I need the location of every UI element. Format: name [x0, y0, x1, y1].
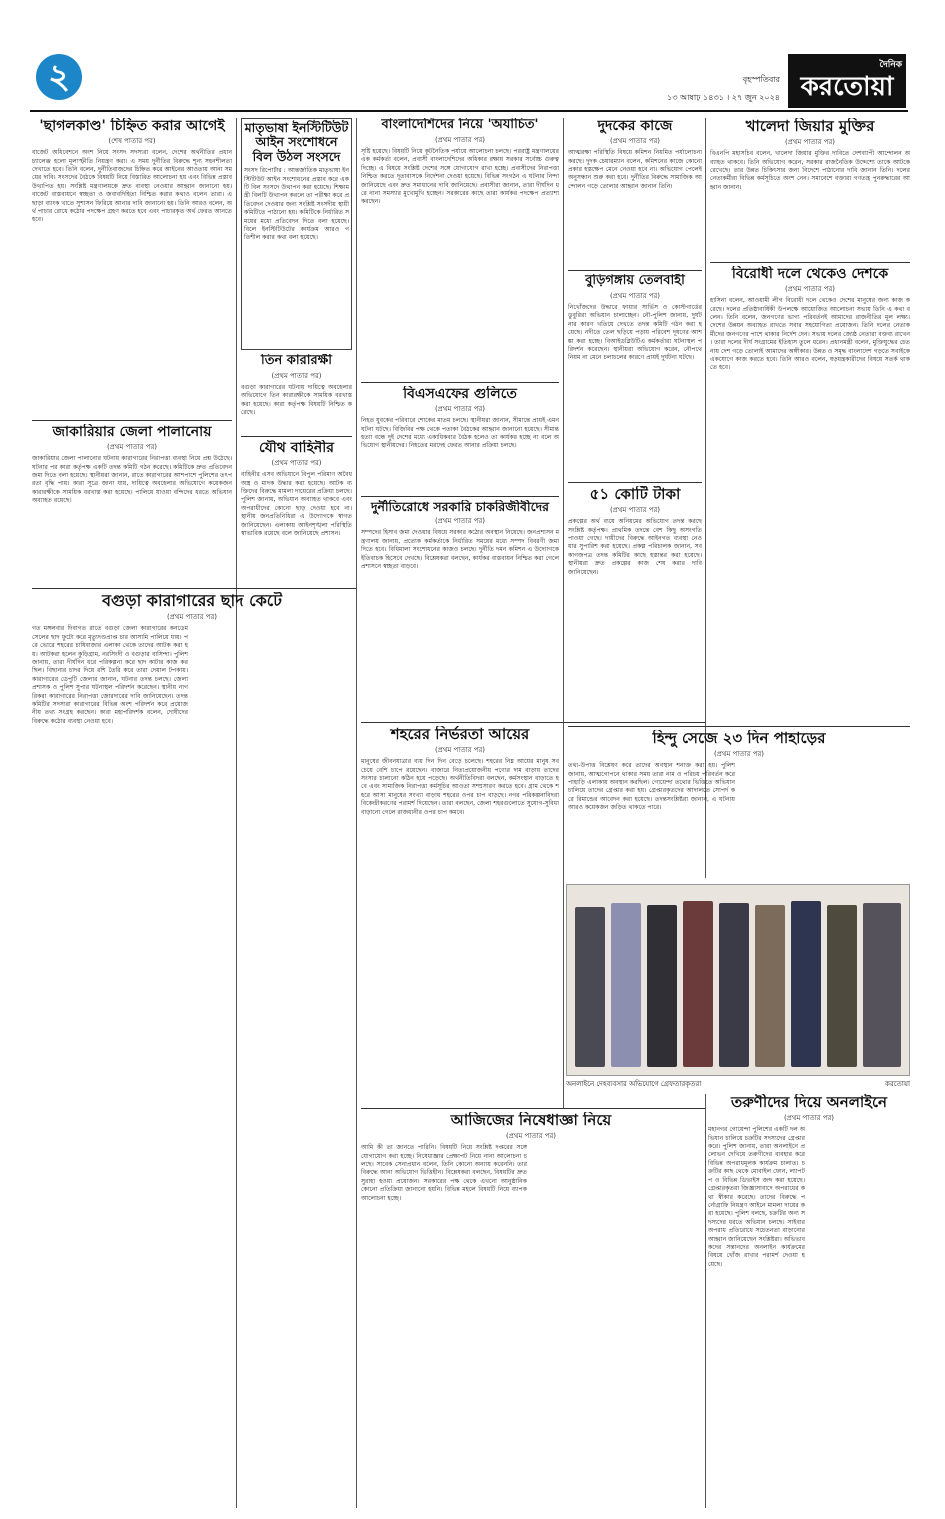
- article-continuation: (প্রথম পাতার পর): [106, 443, 158, 452]
- newspaper-logo: [788, 54, 906, 108]
- article-matribhasha: [241, 118, 352, 350]
- article-headline: ৫১ কোটি টাকা: [589, 486, 681, 503]
- photo-credit: করতোয়া: [885, 1080, 910, 1088]
- article-continuation: (শেষ পাতার পর): [108, 137, 156, 146]
- article-headline: তরুণীদের দিয়ে অনলাইনে: [730, 1094, 888, 1111]
- article-body: মানুষের জীবনযাত্রার ব্যয় দিন দিন বেড়ে চলেছে। শহরের নিম্ন আয়ের মানুষ সবচেয়ে বেশি চাপে রয়েছেন। বাজারে নিত্যপ্রয়োজনীয় পণ্যের দাম বাড়ায় তাদের সংসার চালানো কঠিন হয়ে পড়েছে। অর্থনীতিবিদরা বলছেন, কর্মসংস্থান বাড়াতে হবে এবং সামাজিক নিরাপত্তা কর্মসূচির আওতা সম্প্রসারণ করতে হবে। গ্রাম থেকে শহরে আসা মানুষের সংখ্যা বাড়ায় শহরের ওপর চাপ বাড়ছে। নগর পরিকল্পনাবিদরা বিকেন্দ্রীকরণের পরামর্শ দিয়েছেন। তারা বলছেন, জেলা শহরগুলোতে সুযোগ-সুবিধা বাড়ানো গেলে রাজধানীর ওপর চাপ কমবে।: [361, 758, 559, 816]
- article-continuation: (প্রথম পাতার পর): [434, 746, 486, 755]
- article-khaleda: [710, 118, 910, 258]
- article-separator: [361, 1108, 705, 1109]
- article-chhagolkando: [32, 118, 232, 418]
- article-body: বিএনপি মহাসচিব বলেন, খালেদা জিয়ার মুক্তির দাবিতে দেশব্যাপী আন্দোলন অব্যাহত থাকবে। তিনি অভিযোগ করেন, সরকার রাজনৈতিক উদ্দেশ্যে তাকে আটকে রেখেছে। তার উন্নত চিকিৎসার জন্য বিদেশে পাঠানোর দাবি জানান তিনি। দলের নেতাকর্মীরা বিভিন্ন কর্মসূচিতে অংশ নেন। সমাবেশে বক্তারা গণতন্ত্র পুনরুদ্ধারের আহ্বান জানান।: [710, 150, 910, 191]
- article-hindu: [568, 730, 910, 880]
- article-body: সম্পদের হিসাব জমা দেওয়ার বিষয়ে সরকার কঠোর অবস্থান নিয়েছে। জনপ্রশাসন মন্ত্রণালয় জানায়, প্রত্যেক কর্মকর্তাকে নির্ধারিত সময়ের মধ্যে সম্পদ বিবরণী জমা দিতে হবে। বিধিমালা সংশোধনের কাজও চলছে। দুর্নীতি দমন কমিশন এ উদ্যোগকে ইতিবাচক হিসেবে দেখছে। বিশ্লেষকরা বলছেন, কার্যকর বাস্তবায়ন নিশ্চিত করা গেলে প্রশাসনে স্বচ্ছতা বাড়বে।: [361, 529, 559, 570]
- photo-caption: অনলাইনে দেহব্যবসার অভিযোগে গ্রেফতারকৃতরা: [566, 1080, 702, 1088]
- column-divider: [705, 1094, 706, 1508]
- page-number: ২: [47, 57, 71, 97]
- person-figure: [647, 905, 677, 1067]
- article-separator: [568, 270, 702, 271]
- person-figure: [863, 903, 901, 1067]
- article-continuation: (প্রথম পাতার পর): [166, 613, 218, 622]
- article-ajij: [361, 1112, 701, 1508]
- article-torunider: [708, 1094, 910, 1508]
- article-headline: তিন কারারক্ষী: [261, 354, 332, 368]
- article-headline: হিন্দু সেজে ২৩ দিন পাহাড়ের: [652, 730, 826, 747]
- logo-small-text: দৈনিক: [879, 60, 902, 70]
- article-karaguard: [241, 354, 352, 434]
- column-divider: [356, 118, 357, 1508]
- logo-main-text: করতোয়া: [800, 72, 894, 102]
- article-headline: জাকারিয়ার জেলা পালানোয়: [52, 424, 212, 440]
- article-shohor: [361, 726, 559, 1092]
- article-headline: বগুড়া কারাগারের ছাদ কেটে: [102, 592, 282, 610]
- issue-day: বৃহস্পতিবার: [742, 75, 780, 84]
- article-birodhi: [710, 266, 910, 724]
- article-continuation: (প্রথম পাতার পর): [713, 750, 765, 759]
- article-continuation: (প্রথম পাতার পর): [271, 371, 322, 380]
- article-joutho: [241, 440, 352, 586]
- article-continuation: (প্রথম পাতার পর): [434, 135, 486, 144]
- article-body: বাহিনীর এসব অভিযানে বিপুল পরিমাণ অবৈধ অস্ত্র ও মাদক উদ্ধার করা হয়েছে। আটক ব্যক্তিদের বিরুদ্ধে মামলা দায়েরের প্রক্রিয়া চলছে। পুলিশ জানায়, অভিযান অব্যাহত থাকবে এবং অপরাধীদের কোনো ছাড় দেওয়া হবে না। স্থানীয় জনপ্রতিনিধিরা এ উদ্যোগকে স্বাগত জানিয়েছেন। এলাকায় আইনশৃঙ্খলা পরিস্থিতি স্বাভাবিক রয়েছে বলে জানিয়েছে প্রশাসন।: [241, 471, 352, 537]
- article-durniti: [361, 500, 559, 720]
- article-body: আমি কী তা জানতে পারিনি। বিষয়টি নিয়ে সংশ্লিষ্ট দপ্তরের সঙ্গে যোগাযোগ করা হচ্ছে। নিষেধাজ্ঞার প্রেক্ষাপট নিয়ে নানা আলোচনা চলছে। সাবেক সেনাপ্রধান বলেন, তিনি কোনো অন্যায় করেননি। তার বিরুদ্ধে আনা অভিযোগ ভিত্তিহীন। বিশ্লেষকরা বলছেন, বিষয়টির দ্রুত সুরাহা হওয়া প্রয়োজন। সরকারের পক্ষ থেকে এখনো আনুষ্ঠানিক কোনো প্রতিক্রিয়া জানানো হয়নি। বিভিন্ন মহলে বিষয়টি নিয়ে ব্যাপক আলোচনা হচ্ছে।: [361, 1144, 527, 1202]
- article-body: হাসিনা বলেন, আওয়ামী লীগ বিরোধী দলে থেকেও দেশের মানুষের জন্য কাজ করেছে। দলের প্রতিষ্ঠাবার্ষিকী উপলক্ষে আয়োজিত আলোচনা সভায় তিনি এ কথা বলেন। তিনি বলেন, জনগণের ভাগ্য পরিবর্তনই আমাদের রাজনীতির মূল লক্ষ্য। দেশের উন্নয়ন অব্যাহত রাখতে সবার সহযোগিতা প্রয়োজন। তিনি দলের নেতাকর্মীদের জনগণের পাশে থাকার নির্দেশ দেন। সভায় দলের জ্যেষ্ঠ নেতারা বক্তব্য রাখেন। তারা দলের দীর্ঘ সংগ্রামের ইতিহাস তুলে ধরেন। প্রধানমন্ত্রী বলেন, মুক্তিযুদ্ধের চেতনায় দেশ গড়ে তোলাই আমাদের অঙ্গীকার। উন্নত ও সমৃদ্ধ বাংলাদেশ গড়তে সবাইকে একযোগে কাজ করতে হবে। তিনি আরও বলেন, ষড়যন্ত্রকারীদের বিষয়ে সতর্ক থাকতে হবে।: [710, 297, 910, 372]
- article-body: জাকারিয়ার জেলা পালানোর ঘটনায় কারাগারের নিরাপত্তা ব্যবস্থা নিয়ে প্রশ্ন উঠেছে। ঘটনার পর কারা কর্তৃপক্ষ একটি তদন্ত কমিটি গঠন করেছে। কমিটিকে দ্রুত প্রতিবেদন জমা দিতে বলা হয়েছে। স্থানীয়রা জানান, রাতে কারাগারের আশপাশে পুলিশের তৎপরতা বৃদ্ধি পায়। কারা সূত্রে জানা যায়, দায়িত্বে অবহেলার অভিযোগে কয়েকজন কারারক্ষীকে সাময়িক বরখাস্ত করা হয়েছে। পালিয়ে যাওয়া বন্দিদের ধরতে অভিযান অব্যাহত রয়েছে।: [32, 455, 232, 505]
- article-body: গত মঙ্গলবার দিবাগত রাতে বগুড়া জেলা কারাগারের কনডেম সেলের ছাদ ফুটো করে মৃত্যুদণ্ডপ্রাপ্ত চার আসামি পালিয়ে যায়। পরে ভোরে শহরের চাষিবাজার এলাকা থেকে তাদের আটক করা হয়। আটকরা হলেন কুড়িগ্রাম, নরসিংদী ও বগুড়ার বাসিন্দা। পুলিশ জানায়, তারা দীর্ঘদিন ধরে পরিকল্পনা করে ছাদ কাটার কাজ করছিল। বিছানার চাদর দিয়ে রশি তৈরি করে তারা দেয়াল টপকায়। কারাগারের ডেপুটি জেলার জানান, ঘটনার তদন্ত চলছে। জেলা প্রশাসক ও পুলিশ সুপার ঘটনাস্থল পরিদর্শন করেছেন। স্থানীয় নাগরিকরা কারাগারের নিরাপত্তা জোরদারের দাবি জানিয়েছেন। তদন্ত কমিটির সদস্যরা কারাগারের বিভিন্ন অংশ পরিদর্শন করে প্রয়োজনীয় তথ্য সংগ্রহ করছেন। কারা মহাপরিদর্শক বলেন, দোষীদের বিরুদ্ধে কঠোর ব্যবস্থা নেওয়া হবে।: [32, 625, 188, 725]
- article-headline: 'ছাগলকাণ্ড' চিহ্নিত করার আগেই: [39, 118, 225, 134]
- article-continuation: (প্রথম পাতার পর): [434, 405, 486, 414]
- masthead-rule: [30, 110, 908, 112]
- article-separator: [32, 420, 232, 421]
- article-body: নিখোঁজদের উদ্ধারে ফায়ার সার্ভিস ও কোস্টগার্ডের ডুবুরিরা অভিযান চালাচ্ছেন। নৌ-পুলিশ জানায়, দুর্ঘটনার কারণ খতিয়ে দেখতে তদন্ত কমিটি গঠন করা হয়েছে। নদীতে তেল ছড়িয়ে পড়ায় পরিবেশ দূষণের আশঙ্কা করা হচ্ছে। বিআইডব্লিউটিএ কর্মকর্তারা ঘটনাস্থল পরিদর্শন করেছেন। স্থানীয়রা অভিযোগ করেন, নৌপথে নিয়ম না মেনে চলাচলের কারণে প্রায়ই দুর্ঘটনা ঘটছে।: [568, 303, 702, 362]
- article-headline: বিরোধী দলে থেকেও দেশকে: [731, 266, 889, 282]
- article-continuation: (প্রথম পাতার পর): [434, 517, 486, 526]
- article-body: সৃষ্টি হয়েছে। বিষয়টি নিয়ে কূটনৈতিক পর্যায়ে আলোচনা চলছে। পররাষ্ট্র মন্ত্রণালয়ের এক কর্মকর্তা বলেন, প্রবাসী বাংলাদেশিদের অধিকার রক্ষায় সরকার সর্বোচ্চ গুরুত্ব দিচ্ছে। এ বিষয়ে সংশ্লিষ্ট দেশের সঙ্গে যোগাযোগ রাখা হচ্ছে। প্রবাসীদের নিরাপত্তা নিশ্চিত করতে দূতাবাসকে নির্দেশনা দেওয়া হয়েছে। বিভিন্ন সংগঠন এ ঘটনার নিন্দা জানিয়েছে এবং দ্রুত সমাধানের দাবি জানিয়েছে। প্রবাসীরা জানান, তারা দীর্ঘদিন ধরে নানা সমস্যার মুখোমুখি হচ্ছেন। সরকারের কাছে তারা কার্যকর পদক্ষেপ প্রত্যাশা করছেন।: [361, 147, 559, 206]
- article-separator: [568, 482, 702, 483]
- article-separator: [32, 588, 356, 589]
- article-continuation: (প্রথম পাতার পর): [505, 1132, 557, 1141]
- article-body: নিহত যুবকের পরিবারে শোকের মাতম চলছে। স্থানীয়রা জানান, সীমান্তে প্রায়ই এমন ঘটনা ঘটছে। বিজিবির পক্ষ থেকে পতাকা বৈঠকের আহ্বান জানানো হয়েছে। সীমান্ত হত্যা বন্ধে দুই দেশের মধ্যে একাধিকবার বৈঠক হলেও তা কার্যকর হচ্ছে না বলে অভিযোগ স্থানীয়দের। নিহতের মরদেহ ফেরত আনার প্রক্রিয়া চলছে।: [361, 417, 559, 450]
- issue-date: ১৩ আষাঢ় ১৪৩১ । ২৭ জুন ২০২৪: [667, 93, 780, 102]
- article-headline: আজিজের নিষেধাজ্ঞা নিয়ে: [450, 1112, 612, 1129]
- article-headline: দুর্নীতিরোধে সরকারি চাকরিজীবীদের: [370, 500, 550, 514]
- article-separator: [361, 722, 705, 723]
- article-continuation: (প্রথম পাতার পর): [784, 138, 836, 147]
- person-figure: [791, 901, 821, 1067]
- article-headline: যৌথ বাহিনীর: [259, 440, 334, 456]
- article-bogura-jail: [32, 592, 352, 1508]
- column-divider: [563, 118, 564, 1108]
- article-separator: [710, 262, 910, 263]
- article-headline: বিএসএফের গুলিতে: [403, 386, 517, 402]
- article-continuation: (প্রথম পাতার পর): [609, 137, 661, 146]
- article-body: তথ্য-উপাত্ত বিশ্লেষণ করে তাদের অবস্থান শনাক্ত করা হয়। পুলিশ জানায়, আত্মগোপনে থাকার সময় তারা নাম ও পরিচয় পরিবর্তন করে পাহাড়ি এলাকায় অবস্থান করছিল। গোয়েন্দা তথ্যের ভিত্তিতে অভিযান চালিয়ে তাদের গ্রেপ্তার করা হয়। গ্রেপ্তারকৃতদের আদালতে সোপর্দ করে রিমান্ডের আবেদন করা হয়েছে। তদন্তসংশ্লিষ্টরা জানান, এ ঘটনায় আরও কয়েকজন জড়িত থাকতে পারে।: [568, 762, 735, 812]
- article-continuation: (প্রথম পাতার পর): [784, 285, 836, 294]
- article-continuation: (প্রথম পাতার পর): [609, 291, 661, 300]
- article-taka51: [568, 486, 702, 720]
- person-figure: [683, 901, 713, 1067]
- person-figure: [827, 905, 857, 1067]
- article-continuation: (প্রথম পাতার পর): [783, 1114, 835, 1123]
- article-separator: [568, 726, 910, 727]
- article-headline: বুড়িগঙ্গায় তেলবাহী: [585, 274, 685, 288]
- article-bangladeshi: [361, 118, 559, 380]
- person-figure: [719, 903, 749, 1067]
- article-separator: [361, 496, 559, 497]
- article-continuation: (প্রথম পাতার পর): [609, 506, 661, 515]
- article-dudok: [568, 118, 702, 266]
- article-separator: [241, 436, 352, 437]
- article-body: সংসদ রিপোর্টার : আন্তর্জাতিক মাতৃভাষা ইনস্টিটিউট আইন সংশোধনের প্রস্তাব করে একটি বিল সংসদে উত্থাপন করা হয়েছে। শিক্ষামন্ত্রী বিলটি উত্থাপন করলে তা পরীক্ষা করে প্রতিবেদন দেওয়ার জন্য সংশ্লিষ্ট সংসদীয় স্থায়ী কমিটিতে পাঠানো হয়। কমিটিকে নির্ধারিত সময়ের মধ্যে প্রতিবেদন দিতে বলা হয়েছে। বিলে ইনস্টিটিউটের কার্যক্রম আরও গতিশীল করার কথা বলা হয়েছে।: [244, 167, 349, 242]
- article-headline: বাংলাদেশিদের নিয়ে 'অযাচিত': [381, 118, 539, 132]
- news-photo: [566, 884, 910, 1076]
- article-headline: দুদকের কাজে: [597, 118, 673, 134]
- article-continuation: (প্রথম পাতার পর): [271, 459, 322, 468]
- article-body: বাজেট অধিবেশনে অংশ নিয়ে সংসদ সদস্যরা বলেন, দেশের অর্থনীতির প্রধান চ্যালেঞ্জ হলো মূল্যস্ফীতি নিয়ন্ত্রণ করা। এ সময় দুর্নীতির বিরুদ্ধে শূন্য সহনশীলতা দেখাতে হবে। তিনি বলেন, দুর্নীতিবাজদের চিহ্নিত করে আইনের আওতায় আনা সময়ের দাবি। সংসদের বৈঠকে বিষয়টি নিয়ে বিস্তারিত আলোচনা হয় এবং বিভিন্ন প্রস্তাব উত্থাপিত হয়। সংশ্লিষ্ট মন্ত্রণালয়কে দ্রুত ব্যবস্থা নেওয়ার আহ্বান জানানো হয়। বাজেট বাস্তবায়নে স্বচ্ছতা ও জবাবদিহিতা নিশ্চিত করার কথাও বলেন তারা। এ ছাড়া ব্যাংক খাতে সুশাসন ফিরিয়ে আনার দাবি জানানো হয়। তিনি আরও বলেন, অর্থ পাচার রোধে কঠোর পদক্ষেপ গ্রহণ করতে হবে এবং পাচারকৃত অর্থ ফেরত আনতে হবে।: [32, 149, 232, 224]
- article-burigonga: [568, 274, 702, 480]
- article-jakaria: [32, 424, 232, 584]
- person-figure: [755, 905, 785, 1067]
- article-body: প্রকল্পের অর্থ ব্যয়ে অনিয়মের অভিযোগ তদন্ত করছে সংশ্লিষ্ট কর্তৃপক্ষ। প্রাথমিক তদন্তে বেশ কিছু অসংগতি পাওয়া গেছে। দায়ীদের বিরুদ্ধে আইনগত ব্যবস্থা নেওয়ার সুপারিশ করা হয়েছে। প্রকল্প পরিচালক জানান, সব কাগজপত্র তদন্ত কমিটির কাছে হস্তান্তর করা হয়েছে। স্থানীয়রা দ্রুত প্রকল্পের কাজ শেষ করার দাবি জানিয়েছেন।: [568, 518, 702, 576]
- article-biasf: [361, 386, 559, 494]
- article-body: বগুড়া কারাগারের ঘটনায় দায়িত্বে অবহেলার অভিযোগে তিন কারারক্ষীকে সাময়িক বরখাস্ত করা হয়েছে। কারা কর্তৃপক্ষ বিষয়টি নিশ্চিত করেছে।: [241, 383, 352, 417]
- article-body: মহানগর গোয়েন্দা পুলিশের একটি দল অভিযান চালিয়ে চক্রটির সদস্যদের গ্রেপ্তার করে। পুলিশ জানায়, তারা অনলাইনে প্রলোভন দেখিয়ে তরুণীদের ব্যবহার করে বিভিন্ন অপরাধমূলক কার্যক্রম চালাত। চক্রটির কাছ থেকে মোবাইল ফোন, ল্যাপটপ ও বিভিন্ন ডিভাইস জব্দ করা হয়েছে। গ্রেপ্তারকৃতরা জিজ্ঞাসাবাদে অপরাধের কথা স্বীকার করেছে। তাদের বিরুদ্ধে পর্নোগ্রাফি নিয়ন্ত্রণ আইনে মামলা দায়ের করা হয়েছে। পুলিশ বলছে, চক্রটির অন্য সদস্যদের ধরতে অভিযান চলছে। সাইবার অপরাধ প্রতিরোধে সচেতনতা বাড়ানোর আহ্বান জানিয়েছেন সংশ্লিষ্টরা। অভিভাবকদের সন্তানদের অনলাইন কার্যক্রমের বিষয়ে খোঁজ রাখার পরামর্শ দেওয়া হয়েছে।: [708, 1126, 806, 1268]
- page-number-badge: [36, 54, 82, 100]
- person-figure: [611, 903, 641, 1067]
- person-figure: [575, 907, 605, 1067]
- article-headline: খালেদা জিয়ার মুক্তির: [745, 118, 875, 135]
- article-headline: শহরের নির্ভরতা আয়ের: [390, 726, 530, 743]
- article-body: আত্মরক্ষা পরিস্থিতি বিষয়ে কমিশন নিয়মিত পর্যালোচনা করছে। দুদক চেয়ারম্যান বলেন, কমিশনের কাজে কোনো প্রকার হস্তক্ষেপ মেনে নেওয়া হবে না। অভিযোগ পেলেই অনুসন্ধান শুরু করা হবে। দুর্নীতির বিরুদ্ধে সামাজিক আন্দোলন গড়ে তোলার আহ্বান জানান তিনি।: [568, 149, 702, 190]
- article-separator: [361, 382, 559, 383]
- article-headline: মাতৃভাষা ইনস্টিটিউট আইন সংশোধনে বিল উঠল সংসদে: [244, 120, 349, 164]
